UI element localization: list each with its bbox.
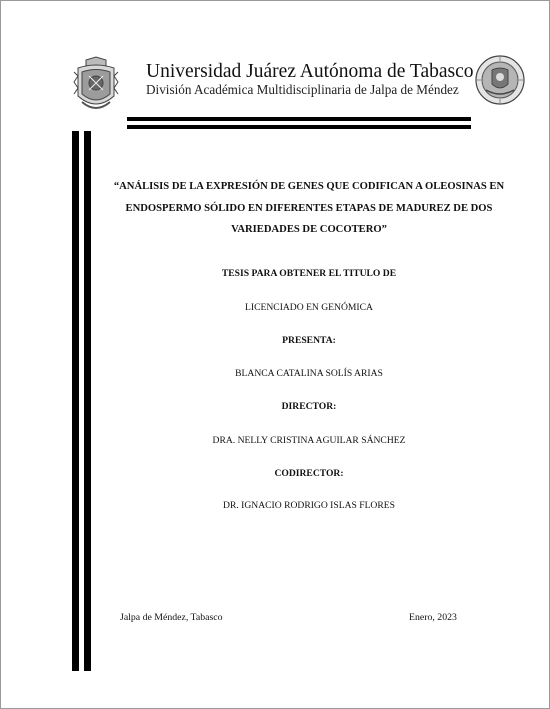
director-label: DIRECTOR: [281, 401, 337, 412]
circular-seal-icon [474, 54, 526, 106]
division-name: División Académica Multidisciplinaria de Jalpa de Méndez [146, 82, 459, 97]
presents-label: PRESENTA: [282, 335, 336, 346]
director-name: DRA. NELLY CRISTINA AGUILAR SÁNCHEZ [212, 435, 406, 446]
author-name: BLANCA CATALINA SOLÍS ARIAS [235, 368, 383, 379]
thesis-purpose: TESIS PARA OBTENER EL TITULO DE [221, 268, 397, 279]
degree-name: LICENCIADO EN GENÓMICA [245, 302, 373, 313]
footer-date: Enero, 2023 [409, 612, 457, 623]
footer-place: Jalpa de Méndez, Tabasco [120, 612, 223, 623]
thesis-title: “ANÁLISIS DE LA EXPRESIÓN DE GENES QUE CODIFICAN A OLEOSINAS EN ENDOSPERMO SÓLIDO EN DIFERENTES ETAPAS DE MADUREZ DE DOS VARIEDADES DE COCOTERO” [113, 181, 505, 235]
university-name: Universidad Juárez Autónoma de Tabasco [146, 61, 474, 82]
codirector-name: DR. IGNACIO RODRIGO ISLAS FLORES [223, 500, 395, 511]
margin-bar-inner [84, 131, 91, 671]
codirector-label: CODIRECTOR: [274, 468, 344, 479]
margin-bar-outer [72, 131, 79, 671]
header-rule-top [127, 117, 471, 121]
university-crest-icon [72, 56, 120, 116]
header-rule-bottom [127, 125, 471, 129]
